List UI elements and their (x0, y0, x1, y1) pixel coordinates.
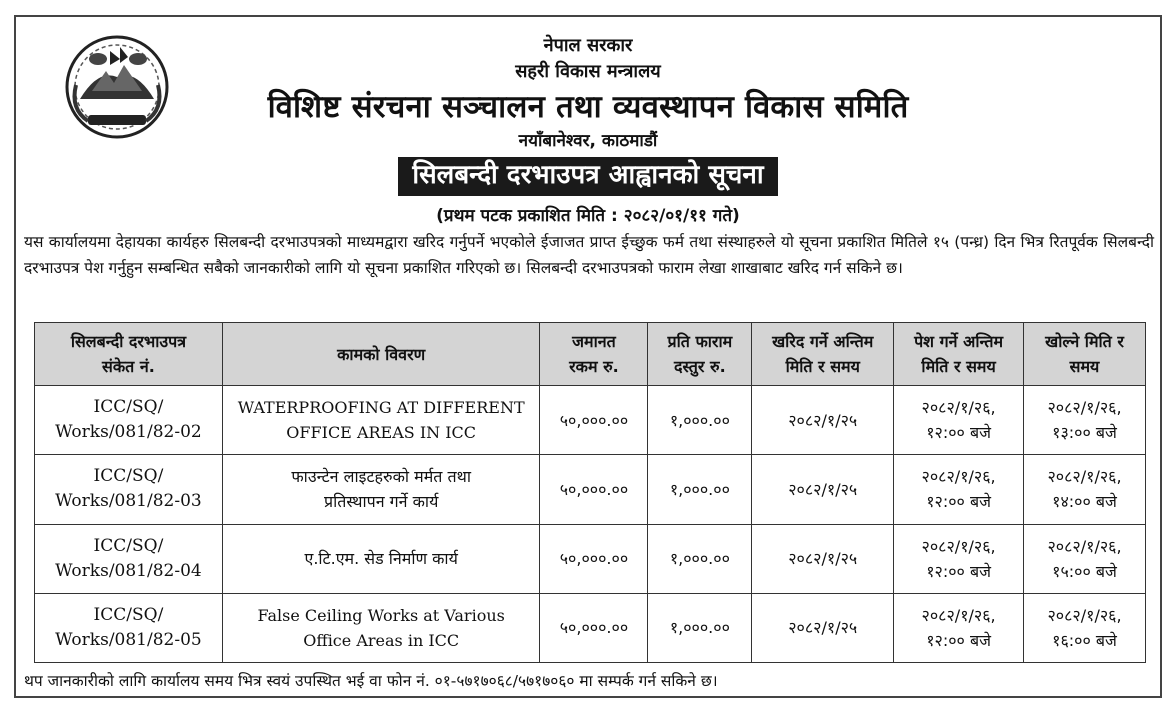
header-description: कामको विवरण (222, 323, 540, 386)
ministry-name: सहरी विकास मन्त्रालय (515, 61, 661, 82)
form-fee: १,०००.०० (648, 386, 752, 455)
opening-date: २०८२/१/२६, १६:०० बजे (1024, 593, 1146, 662)
tender-code: ICC/SQ/ Works/081/82-03 (35, 455, 223, 524)
tender-code: ICC/SQ/ Works/081/82-02 (35, 386, 223, 455)
work-description: ए.टि.एम. सेड निर्माण कार्य (222, 524, 540, 593)
deposit-amount: ५०,०००.०० (540, 386, 648, 455)
header-code: सिलबन्दी दरभाउपत्र संकेत नं. (35, 323, 223, 386)
submission-deadline: २०८२/१/२६, १२:०० बजे (894, 386, 1024, 455)
published-date: (प्रथम पटक प्रकाशित मिति : २०८२/०१/११ गते) (436, 206, 740, 226)
header-purchase-deadline: खरिद गर्ने अन्तिम मिति र समय (752, 323, 894, 386)
purchase-deadline: २०८२/१/२५ (752, 386, 894, 455)
opening-date: २०८२/१/२६, १४:०० बजे (1024, 455, 1146, 524)
contact-footer: थप जानकारीको लागि कार्यालय समय भित्र स्वयं उपस्थित भई वा फोन नं. ०१-५७१७०६८/५७१७०६० मा सम्पर्क गर्न सकिने छ। (24, 672, 718, 690)
table-header-row (35, 323, 1146, 386)
header-fee: प्रति फाराम दस्तुर रु. (648, 323, 752, 386)
submission-deadline: २०८२/१/२६, १२:०० बजे (894, 455, 1024, 524)
deposit-amount: ५०,०००.०० (540, 524, 648, 593)
form-fee: १,०००.०० (648, 593, 752, 662)
table-row (35, 386, 1146, 455)
purchase-deadline: २०८२/१/२५ (752, 593, 894, 662)
tender-code: ICC/SQ/ Works/081/82-05 (35, 593, 223, 662)
notice-banner (16, 157, 1160, 196)
header-deposit: जमानत रकम रु. (540, 323, 648, 386)
tender-table (34, 322, 1146, 663)
tender-code: ICC/SQ/ Works/081/82-04 (35, 524, 223, 593)
intro-paragraph: यस कार्यालयमा देहायका कार्यहरु सिलबन्दी दरभाउपत्रको माध्यमद्वारा खरिद गर्नुपर्ने भएकोले ईजाजत प्राप्त ईच्छुक फर्म तथा संस्थाहरुले यो सूचना प्रकाशित मितिले १५ (पन्ध्र) दिन भित्र रितपूर्वक सिलबन्दी दरभाउपत्र पेश गर्नुहुन सम्बन्धित सबैको जानकारीको लागि यो सूचना प्रकाशित गरिएको छ। सिलबन्दी दरभाउपत्रको फाराम लेखा शाखाबाट खरिद गर्न सकिने छ। (24, 233, 1154, 277)
notice-frame (14, 15, 1162, 698)
form-fee: १,०००.०० (648, 524, 752, 593)
header-submission-deadline: पेश गर्ने अन्तिम मिति र समय (894, 323, 1024, 386)
header-opening-date: खोल्ने मिति र समय (1024, 323, 1146, 386)
purchase-deadline: २०८२/१/२५ (752, 524, 894, 593)
form-fee: १,०००.०० (648, 455, 752, 524)
opening-date: २०८२/१/२६, १५:०० बजे (1024, 524, 1146, 593)
committee-name: विशिष्ट संरचना सञ्चालन तथा व्यवस्थापन विकास समिति (267, 89, 909, 125)
notice-title: सिलबन्दी दरभाउपत्र आह्वानको सूचना (398, 157, 777, 196)
work-description: फाउन्टेन लाइटहरुको मर्मत तथा प्रतिस्थापन गर्ने कार्य (222, 455, 540, 524)
table-row (35, 593, 1146, 662)
office-address: नयाँबानेश्वर, काठमाडौं (518, 131, 658, 151)
table-row (35, 455, 1146, 524)
table-row (35, 524, 1146, 593)
work-description: False Ceiling Works at Various Office Areas in ICC (222, 593, 540, 662)
submission-deadline: २०८२/१/२६, १२:०० बजे (894, 593, 1024, 662)
deposit-amount: ५०,०००.०० (540, 455, 648, 524)
purchase-deadline: २०८२/१/२५ (752, 455, 894, 524)
submission-deadline: २०८२/१/२६, १२:०० बजे (894, 524, 1024, 593)
deposit-amount: ५०,०००.०० (540, 593, 648, 662)
work-description: WATERPROOFING AT DIFFERENT OFFICE AREAS IN ICC (222, 386, 540, 455)
government-name: नेपाल सरकार (543, 35, 633, 56)
opening-date: २०८२/१/२६, १३:०० बजे (1024, 386, 1146, 455)
